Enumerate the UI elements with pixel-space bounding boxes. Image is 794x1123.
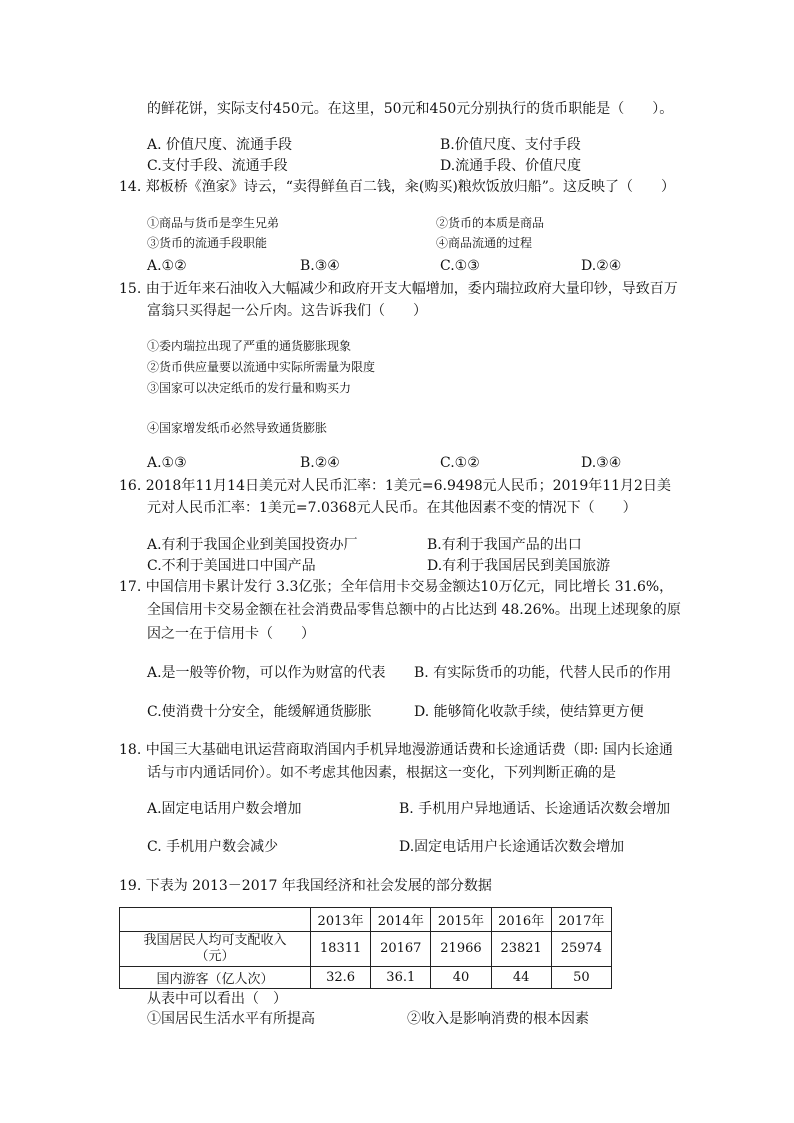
q19-statement-1: ①国居民生活水平有所提高	[147, 1011, 315, 1027]
q15-statement-4: ④国家增发纸币必然导致通货膨胀	[147, 421, 328, 435]
q16-stem-line2: 元对人民币汇率：1美元=7.0368元人民币。在其他因素不变的情况下（ ）	[147, 500, 637, 516]
q19-followup: 从表中可以看出（ ）	[147, 991, 287, 1007]
table-row-income	[120, 932, 612, 967]
q14-statement-1: ①商品与货币是孪生兄弟	[147, 216, 280, 230]
q19-stem: 19. 下表为 2013－2017 年我国经济和社会发展的部分数据	[119, 878, 492, 894]
table-corner-cell	[120, 908, 311, 932]
table-cell: 18311	[311, 932, 371, 967]
q14-stem: 14. 郑板桥《渔家》诗云，“卖得鲜鱼百二钱，籴(购买)粮炊饭放归船”。这反映了（ ）	[119, 179, 675, 195]
table-cell: 50	[551, 967, 611, 989]
table-year-cell: 2016年	[491, 908, 551, 932]
q17-stem-line3: 因之一在于信用卡（ ）	[147, 626, 315, 642]
q16-option-c: C.不利于美国进口中国产品	[147, 558, 316, 574]
table-row-tourists	[120, 967, 612, 989]
q14-option-c: C.①③	[440, 258, 480, 274]
q17-option-c: C.使消费十分安全，能缓解通货膨胀	[147, 704, 372, 720]
q17-option-d: D. 能够简化收款手续，使结算更方便	[414, 704, 644, 720]
q15-option-b: B.②④	[300, 455, 340, 471]
q14-statement-2: ②货币的本质是商品	[436, 216, 545, 230]
table-year-cell: 2014年	[371, 908, 431, 932]
table-cell: 36.1	[371, 967, 431, 989]
table-year-cell: 2013年	[311, 908, 371, 932]
table-year-cell: 2017年	[551, 908, 611, 932]
income-label-line1: 我国居民人均可支配收入	[143, 933, 287, 948]
table-year-cell: 2015年	[431, 908, 491, 932]
q14-option-d: D.②④	[581, 258, 622, 274]
q18-option-c: C. 手机用户数会减少	[147, 839, 279, 855]
q16-option-b: B.有利于我国产品的出口	[427, 537, 582, 553]
table-cell: 25974	[551, 932, 611, 967]
q16-option-a: A.有利于我国企业到美国投资办厂	[147, 537, 358, 553]
table-cell: 32.6	[311, 967, 371, 989]
q13-option-a: A. 价值尺度、流通手段	[147, 137, 293, 153]
q15-option-a: A.①③	[147, 455, 187, 471]
q15-statement-3: ③国家可以决定纸币的发行量和购买力	[147, 381, 352, 395]
table-row-label	[120, 932, 311, 967]
q16-stem-line1: 16. 2018年11月14日美元对人民币汇率：1美元=6.9498元人民币；2019年11月2日美	[119, 478, 671, 494]
q15-stem-line2: 富翁只买得起一公斤肉。这告诉我们（ ）	[147, 303, 427, 319]
table-cell: 40	[431, 967, 491, 989]
income-label-line2: （元）	[195, 949, 235, 964]
q13-stem-end: 的鲜花饼，实际支付450元。在这里，50元和450元分别执行的货币职能是（ ）。	[147, 101, 674, 117]
q14-statement-4: ④商品流通的过程	[436, 236, 533, 250]
q18-stem-line1: 18. 中国三大基础电讯运营商取消国内手机异地漫游通话费和长途通话费（即: 国内长途通	[119, 742, 673, 758]
q13-option-c: C.支付手段、流通手段	[147, 158, 288, 174]
table-header-row	[120, 908, 612, 932]
table-row-label: 国内游客（亿人次）	[120, 967, 311, 989]
q17-option-b: B. 有实际货币的功能，代替人民币的作用	[414, 665, 672, 681]
table-cell: 21966	[431, 932, 491, 967]
q13-option-d: D.流通手段、价值尺度	[440, 158, 582, 174]
q15-option-c: C.①②	[440, 455, 480, 471]
q18-option-a: A.固定电话用户数会增加	[147, 801, 302, 817]
q14-option-a: A.①②	[147, 258, 187, 274]
q14-statement-3: ③货币的流通手段职能	[147, 236, 268, 250]
q18-stem-line2: 话与市内通话同价）。如不考虑其他因素，根据这一变化，下列判断正确的是	[147, 765, 616, 781]
table-cell: 23821	[491, 932, 551, 967]
q15-option-d: D.③④	[581, 455, 622, 471]
q16-option-d: D.有利于我国居民到美国旅游	[427, 558, 611, 574]
q18-option-b: B. 手机用户异地通话、长途通话次数会增加	[399, 801, 671, 817]
q19-statement-2: ②收入是影响消费的根本因素	[407, 1011, 589, 1027]
q17-stem-line1: 17. 中国信用卡累计发行 3.3亿张；全年信用卡交易金额达10万亿元，同比增长 31.6%，	[119, 579, 674, 595]
q14-option-b: B.③④	[300, 258, 340, 274]
table-cell: 20167	[371, 932, 431, 967]
table-cell: 44	[491, 967, 551, 989]
q15-statement-2: ②货币供应量要以流通中实际所需量为限度	[147, 360, 376, 374]
q18-option-d: D.固定电话用户长途通话次数会增加	[399, 839, 625, 855]
q17-option-a: A.是一般等价物，可以作为财富的代表	[147, 665, 386, 681]
q15-stem-line1: 15. 由于近年来石油收入大幅减少和政府开支大幅增加，委内瑞拉政府大量印钞，导致百万	[119, 281, 678, 297]
economic-data-table	[119, 907, 612, 989]
q17-stem-line2: 全国信用卡交易金额在社会消费品零售总额中的占比达到 48.26%。出现上述现象的原	[147, 602, 681, 618]
q13-option-b: B.价值尺度、支付手段	[440, 137, 581, 153]
q15-statement-1: ①委内瑞拉出现了严重的通货膨胀现象	[147, 339, 352, 353]
